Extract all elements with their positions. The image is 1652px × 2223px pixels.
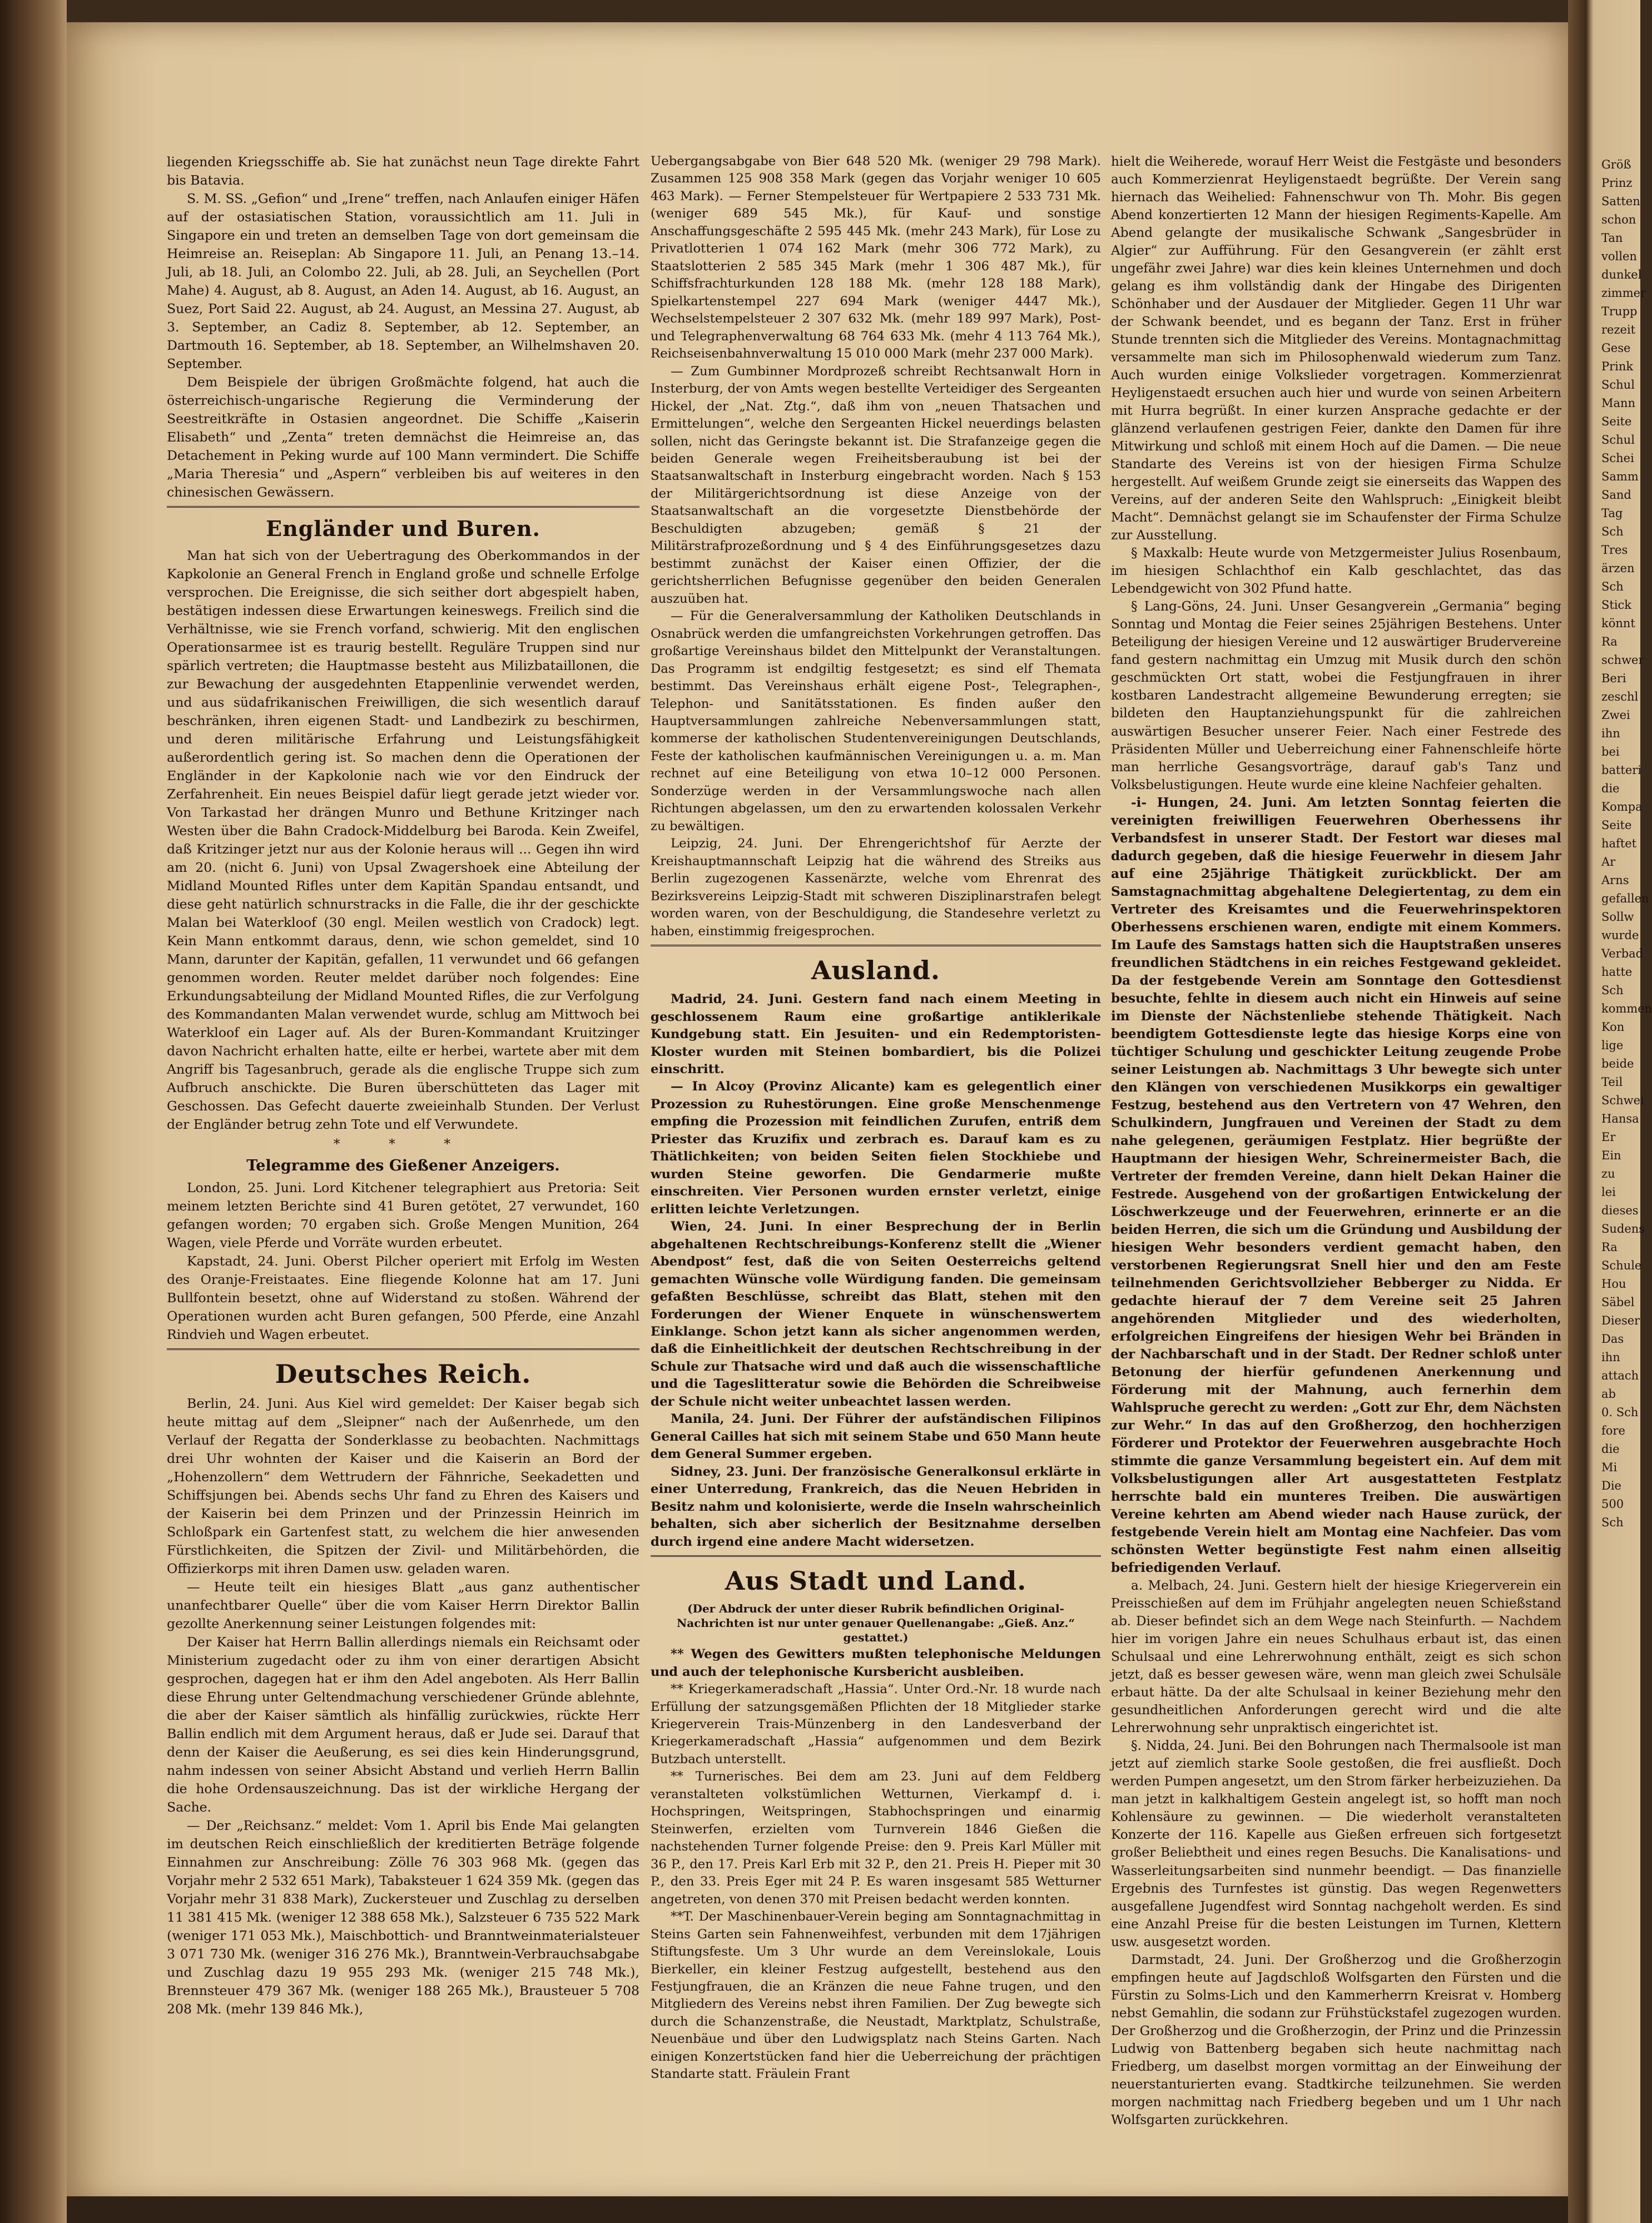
fragment-word: rezeit bbox=[1601, 323, 1636, 336]
paragraph: § Lang-Göns, 24. Juni. Unser Gesangverein „Germania“ beging Sonntag und Montag die Feier seines 25jährigen Bestehens. Unter Beteiligung der hiesigen Vereine und 12 auswärtiger Brudervereine fand gestern nachmittag ein Umzug mit Musik durch den schön geschmückten Ort statt, wobei die Festjungfrauen in ihrer kostbaren Landestracht allgemeine Bewunderung erregten; sie bildeten den Hauptanziehungspunkt für die zahlreichen auswärtigen Besucher unserer Feier. Nach einer Festrede des Präsidenten Müller und Ueberreichung einer Fahnenschleife hörte man herrliche Gesangsvorträge, darauf gab's Tanz und Volksbelustigungen. Heute wurde eine kleine Nachfeier gehalten. bbox=[1111, 599, 1561, 792]
fragment-word: Sch bbox=[1601, 1516, 1624, 1529]
fragment-word: Das bbox=[1601, 1332, 1624, 1346]
fragment-word: 0. Sch bbox=[1601, 1406, 1639, 1419]
fragment-word: dieses bbox=[1601, 1204, 1639, 1217]
fragment-word: Sand bbox=[1601, 488, 1631, 502]
divider bbox=[167, 1348, 639, 1352]
paragraph: Manila, 24. Juni. Der Führer der aufständischen Filipinos General Cailles hat sich mit seinem Stabe und 650 Mann heute dem General Summer ergeben. bbox=[651, 1412, 1101, 1462]
fragment-word: kommen bbox=[1601, 1002, 1652, 1015]
separator-stars: * * * bbox=[333, 1136, 473, 1152]
fragment-word: Stick bbox=[1601, 598, 1632, 612]
paragraph: ** Kriegerkameradschaft „Hassia“. Unter Ord.-Nr. 18 wurde nach Erfüllung der satzungsgemäßen Pflichten der 18 Mitglieder starke Kriegerverein Trais-Münzenberg in den Landesverband der Kriegerkameradschaft „Hassia“ aufgenommen und dem Bezirk Butzbach unterstellt. bbox=[651, 1682, 1101, 1767]
fragment-word: Tan bbox=[1601, 231, 1623, 245]
paragraph: -i- Hungen, 24. Juni. Am letzten Sonntag feierten die vereinigten freiwilligen Feuerwehren Oberhessens ihr Verbandsfest in unserer Stadt. Der Festort war dieses mal dadurch gegeben, daß die hiesige Feuerwehr in diesem Jahr auf eine 25jährige Thätigkeit zurückblickt. Der am Samstagnachmittag abgehaltene Delegiertentag, zu dem ein Vertreter des Kreisamtes und die Feuerwehrinspektoren Oberhessens erschienen waren, endigte mit einem Kommers. Im Laufe des Samstags hatten sich die Hauptstraßen unseres freundlichen Städtchens in ein reiches Festgewand gekleidet. Da der festgebende Verein am Sonntage den Gottesdienst besuchte, fehlte in diesem auch nicht ein Hinweis auf seine im Dienste der Nächstenliebe stehende Thätigkeit. Nach beendigtem Gottesdienste legte das hiesige Korps eine von tüchtiger Schulung und geschickter Leitung zeugende Probe seiner Leistungen ab. Nachmittags 3 Uhr bewegte sich unter den Klängen von verschiedenen Musikkorps ein gewaltiger Festzug, bestehend aus den Vertretern von 47 Wehren, den Schulkindern, Jungfrauen und Vereinen der Stadt zu dem nahe gelegenen, geräumigen Festplatz. Hier begrüßte der Hauptmann der hiesigen Wehr, Schreinermeister Bach, die Vertreter der fremden Vereine, dann hielt Dekan Hainer die Festrede. Ausgehend von der großartigen Entwickelung der Löschwerkzeuge und der Feuerwehren, erinnerte er an die beiden Herren, die sich um die Gründung und Ausbildung der hiesigen Wehr besonders verdient gemacht haben, den verstorbenen Regierungsrat Snell hier und den am Feste teilnehmenden Gerichtsvollzieher Bebberger zu Nidda. Er gedachte hierauf der 7 dem Vereine seit 25 Jahren angehörenden Mitglieder und des wiederholten, erfolgreichen Eingreifens der hiesigen Wehr bei Bränden in der Nachbarschaft und in der Stadt. Der Redner schloß unter Betonung der hierfür gefundenen Anerkennung und Förderung mit der Mahnung, auch fernerhin dem Wahlspruche gerecht zu werden: „Gott zur Ehr, dem Nächsten zur Wehr.“ In das auf den Großherzog, den hochherzigen Förderer und Protektor der Feuerwehren ausgebrachte Hoch stimmte die ganze Versammlung begeistert ein. Auf dem mit Volksbelustigungen aller Art ausgestatteten Festplatz herrschte bald ein munteres Treiben. Die auswärtigen Vereine kehrten am Abend wieder nach Hause zurück, der festgebende Verein hielt am Montag eine Nachfeier. Das vom schönsten Wetter begünstigte Fest nahm einen allseitig befriedigenden Verlauf. bbox=[1111, 795, 1561, 1576]
fragment-word: Größ bbox=[1601, 158, 1631, 171]
paragraph: Leipzig, 24. Juni. Der Ehrengerichtshof für Aerzte der Kreishauptmannschaft Leipzig hat die während des Streiks aus Berlin zugezogenen Kassenärzte, welche vom Ehrenrat des Bezirksvereins Leipzig-Stadt mit schweren Disziplinarstrafen belegt worden waren, von der Beschuldigung, die Standesehre verletzt zu haben, einstimmig freigesprochen. bbox=[651, 836, 1101, 939]
fragment-word: dunkel bbox=[1601, 268, 1642, 281]
fragment-word: gefallen bbox=[1601, 892, 1649, 905]
fragment-word: batteri bbox=[1601, 763, 1642, 777]
bottom-edge bbox=[67, 2196, 1568, 2223]
fragment-word: Schule bbox=[1601, 1259, 1642, 1272]
paragraph: — Zum Gumbinner Mordprozeß schreibt Rechtsanwalt Horn in Insterburg, der von Amts wegen bestellte Verteidiger des Sergeanten Hickel, der „Nat. Ztg.“, daß ihm von „neuen Thatsachen und Ermittelungen“, welche den Sergeanten Hickel neuerdings belasten sollen, nicht das Geringste bekannt ist. Die Strafanzeige gegen die beiden Generale wegen Freiheitsberaubung ist bei der Staatsanwaltschaft in Insterburg eingebracht worden. Nach § 153 der Militärgerichtsordnung ist diese Anzeige von der Staatsanwaltschaft an die vorgesetzte Dienstbehörde der Beschuldigten abzugeben; gemäß § 21 der Militärstrafprozeßordnung und § 4 des Einführungsgesetzes dazu bestimmt zunächst der Kaiser einen Offizier, der die gerichtsherrlichen Befugnisse gegenüber den beiden Generalen auszuüben hat. bbox=[651, 364, 1101, 606]
fragment-word: Seite bbox=[1601, 818, 1632, 832]
fragment-word: Zwei bbox=[1601, 708, 1630, 722]
divider bbox=[167, 506, 639, 510]
divider bbox=[651, 1555, 1101, 1559]
paragraph: S. M. SS. „Gefion“ und „Irene“ treffen, nach Anlaufen einiger Häfen auf der ostasiatischen Station, voraussichtlich am 11. Juli in Singapore ein und treten an demselben Tage von dort gemeinsam die Heimreise an. Reiseplan: Ab Singapore 11. Juli, an Penang 13.–14. Juli, ab 18. Juli, an Colombo 22. Juli, ab 28. Juli, an Seychellen (Port Mahe) 4. August, ab 8. August, an Aden 14. August, ab 16. August, an Suez, Port Said 22. August, ab 24. August, an Messina 27. August, ab 3. September, an Cadiz 8. September, ab 12. September, an Dartmouth 16. September, ab 18. September, an Wilhelmshaven 20. September. bbox=[167, 191, 639, 371]
fragment-word: lei bbox=[1601, 1185, 1616, 1199]
fragment-word: Säbel bbox=[1601, 1296, 1635, 1309]
fragment-word: zu bbox=[1601, 1167, 1615, 1180]
paragraph: §. Nidda, 24. Juni. Bei den Bohrungen nach Thermalsoole ist man jetzt auf ziemlich starke Soole gestoßen, die frei ausfließt. Doch werden Pumpen angesetzt, um den Strom färker herbeizuziehen. Da man jetzt in kalkhaltigem Gestein angelegt ist, so hofft man noch Kohlensäure zu gewinnen. — Die wiederholt veranstalteten Konzerte der 116. Kapelle aus Gießen erfreuen sich fortgesetzt großer Beliebtheit und eines regen Besuchs. Die Kanalisations- und Wasserleitungsarbeiten sind nunmehr beendigt. — Das finanzielle Ergebnis des Turnfestes ist günstig. Das wegen Regenwetters ausgefallene Jugendfest wird Sonntag nachgeholt werden. Es sind eine Anzahl Preise für die besten Leistungen im Turnen, Klettern usw. ausgesetzt worden. bbox=[1111, 1738, 1561, 1949]
paragraph: — Der „Reichsanz.“ meldet: Vom 1. April bis Ende Mai gelangten im deutschen Reich einschließlich der kreditierten Beträge folgende Einnahmen zur Anschreibung: Zölle 76 303 968 Mk. (gegen das Vorjahr mehr 2 532 651 Mark), Tabaksteuer 1 624 359 Mk. (gegen das Vorjahr mehr 31 838 Mark), Zuckersteuer und Zuschlag zu derselben 11 381 415 Mk. (weniger 12 388 658 Mk.), Salzsteuer 6 735 522 Mark (weniger 171 053 Mk.), Maischbottich- und Branntweinmaterialsteuer 3 071 730 Mk. (weniger 316 276 Mk.), Branntwein-Verbrauchsabgabe und Zuschlag dazu 19 955 293 Mk. (weniger 215 748 Mk.), Brennsteuer 479 367 Mk. (weniger 188 265 Mk.), Brausteuer 5 708 208 Mk. (mehr 139 846 Mk.), bbox=[167, 1818, 639, 2017]
fragment-word: lige bbox=[1601, 1039, 1624, 1052]
fragment-word: Die bbox=[1601, 1479, 1621, 1492]
fragment-word: zimmer bbox=[1601, 286, 1646, 300]
section-heading: Deutsches Reich. bbox=[275, 1359, 532, 1389]
paragraph: Darmstadt, 24. Juni. Der Großherzog und die Großherzogin empfingen heute auf Jagdschloß Wolfsgarten den Fürsten und die Fürstin zu Solms-Lich und den Kammerherrn Kreisrat v. Homberg nebst Gemahlin, die sodann zur Frühstückstafel zugezogen wurden. Der Großherzog und die Großherzogin, der Prinz und die Prinzessin Ludwig von Battenberg begaben sich heute nachmittag nach Friedberg, um daselbst morgen vormittag an der Einweihung der neuerstanturierten evang. Stadtkirche teilzunehmen. Sie werden morgen nachmittag nach Friedberg begeben und um 1 Uhr nach Wolfsgarten zurückkehren. bbox=[1111, 1952, 1561, 2127]
fragment-word: Sch bbox=[1601, 984, 1624, 997]
fragment-word: ihn bbox=[1601, 1351, 1620, 1364]
fragment-word: Samm bbox=[1601, 470, 1639, 483]
fragment-word: die bbox=[1601, 1442, 1620, 1456]
fragment-word: die bbox=[1601, 782, 1620, 795]
column-1 bbox=[167, 153, 639, 2018]
fragment-word: Teil bbox=[1601, 1075, 1623, 1089]
column-2 bbox=[651, 153, 1101, 2083]
fragment-word: Prink bbox=[1601, 360, 1634, 373]
fragment-word: fore bbox=[1601, 1424, 1625, 1437]
fragment-word: ab bbox=[1601, 1387, 1616, 1401]
fragment-word: Sollw bbox=[1601, 910, 1634, 924]
fragment-word: Seite bbox=[1601, 415, 1632, 428]
fragment-word: Verbad bbox=[1601, 947, 1644, 960]
paragraph: London, 25. Juni. Lord Kitchener telegraphiert aus Pretoria: Seit meinem letzten Berichte sind 41 Buren getötet, 27 verwundet, 160 gefangen worden; 70 ergaben sich. Große Mengen Munition, 264 Wagen, viele Pferde und Vorräte wurden erbeutet. bbox=[167, 1180, 639, 1251]
fragment-word: Kon bbox=[1601, 1020, 1625, 1034]
fragment-word: Ra bbox=[1601, 635, 1618, 648]
fragment-word: zeschl bbox=[1601, 690, 1639, 703]
fragment-word: Sudens bbox=[1601, 1222, 1645, 1235]
fragment-word: Beri bbox=[1601, 672, 1626, 685]
fragment-word: Schul bbox=[1601, 433, 1635, 446]
fragment-word: Ar bbox=[1601, 855, 1616, 869]
fragment-word: Ra bbox=[1601, 1240, 1618, 1254]
fragment-word: Tag bbox=[1601, 507, 1623, 520]
fragment-word: schwer bbox=[1601, 653, 1644, 667]
fragment-word: haftet bbox=[1601, 837, 1637, 850]
fragment-word: Tres bbox=[1601, 543, 1628, 557]
subsection-heading: Telegramme des Gießener Anzeigers. bbox=[246, 1157, 560, 1174]
fragment-word: Trupp bbox=[1601, 305, 1638, 318]
fragment-word: Prinz bbox=[1601, 176, 1633, 190]
fragment-word: Sch bbox=[1601, 580, 1624, 593]
paragraph: ** Wegen des Gewitters mußten telephonische Meldungen und auch der telephonische Kursbericht ausbleiben. bbox=[651, 1647, 1101, 1679]
fragment-word: Hansa bbox=[1601, 1112, 1639, 1125]
fragment-word: Kompa bbox=[1601, 800, 1643, 813]
paragraph: liegenden Kriegsschiffe ab. Sie hat zunächst neun Tage direkte Fahrt bis Batavia. bbox=[167, 154, 639, 188]
divider bbox=[651, 945, 1101, 949]
fragment-word: 500 bbox=[1601, 1497, 1624, 1511]
book-spine bbox=[0, 0, 67, 2223]
fragment-word: Er bbox=[1601, 1130, 1616, 1144]
paragraph: Uebergangsabgabe von Bier 648 520 Mk. (weniger 29 798 Mark). Zusammen 125 908 358 Mark (gegen das Vorjahr weniger 10 605 463 Mark). — Ferner Stempelsteuer für Wertpapiere 2 533 731 Mk. (weniger 689 545 Mk.), für Kauf- und sonstige Anschaffungsgeschäfte 2 595 445 Mk. (mehr 243 Mark), für Lose zu Privatlotterien 1 074 162 Mark (mehr 306 772 Mark), zu Staatslotterien 2 585 345 Mark (mehr 1 306 487 Mk.), für Schiffsfrachturkunden 128 188 Mk. (mehr 128 188 Mark), Spielkartenstempel 227 694 Mark (weniger 4447 Mk.), Wechselstempelsteuer 2 307 632 Mk. (mehr 189 997 Mark), Post- und Telegraphenverwaltung 68 764 633 Mk. (mehr 4 113 764 Mk.), Reichseisenbahnverwaltung 15 010 000 Mark (mehr 237 000 Mark). bbox=[651, 154, 1101, 361]
fragment-word: Ein bbox=[1601, 1149, 1621, 1162]
paragraph: § Maxkalb: Heute wurde von Metzgermeister Julius Rosenbaum, im hiesigen Schlachthof ein Kalb geschlachtet, das das Lebendgewicht von 302 Pfund hatte. bbox=[1111, 545, 1561, 597]
fragment-word: könnt bbox=[1601, 617, 1635, 630]
fragment-word: Hou bbox=[1601, 1277, 1626, 1291]
column-3 bbox=[1111, 153, 1561, 2129]
paragraph: a. Melbach, 24. Juni. Gestern hielt der hiesige Kriegerverein ein Preisschießen auf dem im Frühjahr angelegten neuen Schießstand ab. Dieser befindet sich an dem Wege nach Steinfurth. — Nachdem hier im vorigen Jahre ein neues Schulhaus erbaut ist, das einen Schulsaal und eine Lehrerwohnung enthält, zeigt es sich schon jetzt, daß es besser gewesen wäre, wenn man gleich zwei Schulsäle erbaut hätte. Da der alte Schulsaal in keiner Beziehung mehr den gesundheitlichen Anforderungen gerecht wird und die alte Lehrerwohnung sehr unpraktisch eingerichtet ist. bbox=[1111, 1578, 1561, 1736]
fragment-word: Mi bbox=[1601, 1461, 1618, 1474]
paragraph: **T. Der Maschinenbauer-Verein beging am Sonntagnachmittag in Steins Garten sein Fahnenweihfest, verbunden mit dem 17jährigen Stiftungsfeste. Um 3 Uhr wurde an dem Vereinslokale, Louis Bierkeller, ein kleiner Festzug aufgestellt, bestehend aus den Festjungfrauen, die an Kränzen die neue Fahne trugen, und den Mitgliedern des Vereins nebst ihren Familien. Der Zug bewegte sich durch die Schanzenstraße, die Neustadt, Marktplatz, Schulstraße, Neuenbäue und über den Ludwigsplatz nach Steins Garten. Nach einigen Konzertstücken fand hier die Ueberreichung der prächtigen Standarte statt. Fräulein Frant bbox=[651, 1909, 1101, 2082]
fragment-word: ihn bbox=[1601, 727, 1620, 740]
paragraph: Man hat sich von der Uebertragung des Oberkommandos in der Kapkolonie an General French in England große und schnelle Erfolge versprochen. Die Ereignisse, die sich seither dort abgespielt haben, bestätigen indessen diese Erwartungen keineswegs. Freilich sind die Verhältnisse, wie sie French vorfand, schwierig. Mit den englischen Operationsarmee ist es traurig bestellt. Reguläre Truppen sind nur spärlich vertreten; die Hauptmasse besteht aus Milizbataillonen, die zur Bewachung der ausgedehnten Etappenlinie verwendet werden, und aus südafrikanischen Freiwilligen, die sich wesentlich darauf beschränken, ihren eigenen Stadt- und Landbezirk zu beschirmen, und deren militärische Erfahrung und Leistungsfähigkeit außerordentlich gering ist. So machen denn die Operationen der Engländer in der Kapkolonie nach wie vor den Eindruck der Zerfahrenheit. Ein neues Beispiel dafür liegt gerade jetzt wieder vor. Von Tarkastad her drängen Munro und Bethune Kritzinger nach Westen über die Bahn Cradock-Middelburg bei Baroda. Kein Zweifel, daß Kritzinger jetzt nur aus der Kolonie heraus will ... Gegen ihn wird am 20. (nicht 6. Juni) von Upsal Zwagershoek eine Abteilung der Midland Mounted Rifles unter dem Kapitän Spandau entsandt, und diese geht natürlich schnurstracks in die Falle, die ihr der geschickte Malan bei Waterkloof (30 engl. Meilen westlich von Cradock) legt. Kein Mann entkommt daraus, denn, wie schon gemeldet, sind 10 Mann, darunter der Kapitän, gefallen, 11 verwundet und 66 gefangen genommen worden. Reuter meldet darüber noch folgendes: Eine Erkundungsabteilung der Midland Mounted Rifles, die zur Verfolgung des Kommandanten Malan verwendet wurde, schlug am Mittwoch bei Waterkloof ein Lager auf. Als der Buren-Kommandant Kruitzinger davon Nachricht erhalten hatte, eilte er herbei, wartete aber mit dem Angriff bis Tagesanbruch, gerade als die englische Truppe sich zum Aufbruch anschickte. Die Buren überschütteten das Lager mit Geschossen. Das Gefecht dauerte zweieinhalb Stunden. Der Verlust der Engländer betrug zehn Tote und elf Verwundete. bbox=[167, 548, 639, 1132]
fragment-word: Schwei bbox=[1601, 1094, 1644, 1107]
paragraph: Der Kaiser hat Herrn Ballin allerdings niemals ein Reichsamt oder Ministerium zugedacht oder zu ihm von einer derartigen Absicht gesprochen, dagegen hat er ihm den Adel angeboten. Als Herr Ballin diese Ehrung unter Geltendmachung verschiedener Gründe ablehnte, die aber der Kaiser sämtlich als hinfällig zurückwies, rückte Herr Ballin endlich mit dem Argument heraus, daß er Jude sei. Darauf that denn der Kaiser die Aeußerung, es sei dies kein Hinderungsgrund, nahm indessen von seiner Absicht Abstand und verlieh Herrn Ballin die hohe Ordensauszeichnung. Das ist der wirkliche Hergang der Sache. bbox=[167, 1634, 639, 1815]
section-heading: Engländer und Buren. bbox=[266, 516, 540, 541]
paragraph: Wien, 24. Juni. In einer Besprechung der in Berlin abgehaltenen Rechtschreibungs-Konferenz stellt die „Wiener Abendpost“ fest, daß die von Seiten Oesterreichs geltend gemachten Wünsche volle Würdigung fanden. Die gemeinsam gefaßten Beschlüsse, schreibt das Blatt, stehen mit den Forderungen der Wiener Enquete in wünschenswertem Einklange. Schon jetzt kann als sicher angenommen werden, daß die Einheitlichkeit der deutschen Rechtschreibung in der Schule zur Thatsache wird und daß auch die wissenschaftliche und die Tageslitteratur sowie die Behörden die Schreibweise der Schule nicht weiter unbeachtet lassen werden. bbox=[651, 1219, 1101, 1409]
paragraph: Sidney, 23. Juni. Der französische Generalkonsul erklärte in einer Unterredung, Frankreich, das die Neuen Hebriden in Besitz nahm und kolonisierte, werde die Inseln wahrscheinlich behalten, sich aber sicherlich der Besitznahme derselben durch irgend eine andere Macht widersetzen. bbox=[651, 1464, 1101, 1549]
fragment-word: vollen bbox=[1601, 250, 1637, 263]
fragment-word: attach bbox=[1601, 1369, 1639, 1382]
next-page-fragments bbox=[1601, 156, 1652, 1532]
paragraph: Madrid, 24. Juni. Gestern fand nach einem Meeting in geschlossenem Raum eine großartige antiklerikale Kundgebung statt. Ein Jesuiten- und ein Redemptoristen-Kloster wurden mit Steinen bombardiert, bis die Polizei einschritt. bbox=[651, 992, 1101, 1076]
rubric-note: (Der Abdruck der unter dieser Rubrik befindlichen Original-Nachrichten ist nur unter genauer Quellenangabe: „Gieß. Anz.“ gestattet.) bbox=[677, 1602, 1075, 1645]
paragraph: ** Turnerisches. Bei dem am 23. Juni auf dem Feldberg veranstalteten volkstümlichen Wetturnen, Vierkampf d. i. Hochspringen, Weitspringen, Stabhochspringen und einarmig Steinwerfen, erzielten vom Turnverein 1846 Gießen die nachstehenden Turner folgende Preise: den 9. Preis Karl Müller mit 36 P., den 17. Preis Karl Erb mit 32 P., den 21. Preis H. Pieper mit 30 P., den 33. Preis Eger mit 24 P. Es waren insgesamt 585 Wetturner angetreten, von denen 370 mit Preisen bedacht werden konnten. bbox=[651, 1769, 1101, 1907]
fragment-word: Arns bbox=[1601, 874, 1629, 887]
paragraph: Dem Beispiele der übrigen Großmächte folgend, hat auch die österreichisch-ungarische Regierung die Verminderung der Seestreitkräfte in Ostasien angeordnet. Die Schiffe „Kaiserin Elisabeth“ und „Zenta“ treten demnächst die Heimreise an, das Detachement in Peking wurde auf 100 Mann vermindert. Die Schiffe „Maria Theresia“ und „Aspern“ verbleiben bis auf weiteres in den chinesischen Gewässern. bbox=[167, 374, 639, 500]
fragment-word: Schul bbox=[1601, 378, 1635, 391]
fragment-word: schon bbox=[1601, 213, 1636, 226]
paragraph: — Für die Generalversammlung der Katholiken Deutschlands in Osnabrück werden die umfangreichsten Vorkehrungen getroffen. Das großartige Vereinshaus bildet den Mittelpunkt der Veranstaltungen. Das Programm ist endgiltig festgesetzt; es sind elf Themata bestimmt. Das Vereinshaus erhält eigene Post-, Telegraphen-, Telephon- und Sanitätsstationen. Es finden außer den Hauptversammlungen zahlreiche Nebenversammlungen statt, kommerse der katholischen Studentenvereinigungen Deutschlands, Feste der katholischen kaufmännischen Vereinigungen u. a. m. Man rechnet auf eine Beteiligung von etwa 10–12 000 Personen. Sonderzüge werden in der Versammlungswoche nach allen Richtungen abgelassen, um den zu erwartenden kolossalen Verkehr zu bewältigen. bbox=[651, 609, 1101, 833]
paragraph: Berlin, 24. Juni. Aus Kiel wird gemeldet: Der Kaiser begab sich heute mittag auf dem „Sleipner“ nach der Außenrhede, um den Verlauf der Regatta der Sonderklasse zu beobachten. Nachmittags drei Uhr wohnten der Kaiser und die Kaiserin an Bord der „Hohenzollern“ dem Wettrudern der Fähnriche, Seekadetten und Schiffsjungen bei. Abends sechs Uhr fand zu Ehren des Kaisers und der Kaiserin bei dem Prinzen und der Prinzessin Heinrich im Schloßpark ein Gartenfest statt, zu welchem die hier anwesenden Fürstlichkeiten, die Spitzen der Zivil- und Militärbehörden, die Offizierkorps mit ihren Damen usw. geladen waren. bbox=[167, 1396, 639, 1576]
section-heading: Ausland. bbox=[811, 955, 940, 986]
fragment-word: hatte bbox=[1601, 965, 1633, 979]
fragment-word: Dieser bbox=[1601, 1314, 1640, 1327]
paragraph: hielt die Weiherede, worauf Herr Weist die Festgäste und besonders auch Kommerzienrat Heyligenstaedt begrüßte. Der Verein sang hiernach das Weihelied: Fahnenschwur von Th. Mohr. Bis gegen Abend konzertierten 12 Mann der hiesigen Regiments-Kapelle. Am Abend gelangte der musikalische Schwank „Sangesbrüder in Algier“ zur Aufführung. Für den Gesangverein (er zählt erst ungefähr zwei Jahre) war dies kein kleines Unternehmen und doch gelang es ihm vollständig dank der Hingabe des Dirigenten Schönhaber und der Ausdauer der Mitglieder. Gegen 11 Uhr war der Schwank beendet, und es begann der Tanz. Erst in früher Stunde trennten sich die Mitglieder des Vereins. Montagnachmittag versammelte man sich im Philosophenwald wiederum zum Tanz. Auch wurden einige Volkslieder vorgetragen. Kommerzienrat Heyligenstaedt ersuchen auch hier und wurde von seinen Arbeitern mit Hurra begrüßt. In einer kurzen Ansprache gedachte er der glänzend verlaufenen gestrigen Feier, dankte den Damen für ihre Mitwirkung und schloß mit einem Hoch auf die Damen. — Die neue Standarte des Vereins ist von der hiesigen Firma Schulze hergestellt. Auf weißem Grunde zeigt sie einerseits das Wappen des Vereins, auf der anderen Seite den Wahlspruch: „Einigkeit bleibt Macht“. Demnächst gelangt sie im Schaufenster der Firma Schulze zur Ausstellung. bbox=[1111, 154, 1561, 543]
paragraph: — Heute teilt ein hiesiges Blatt „aus ganz authentischer unanfechtbarer Quelle“ über die vom Kaiser Herrn Direktor Ballin gezollte Anerkennung seiner Leistungen folgendes mit: bbox=[167, 1579, 639, 1631]
paragraph: Kapstadt, 24. Juni. Oberst Pilcher operiert mit Erfolg im Westen des Oranje-Freistaates. Eine fliegende Kolonne hat am 17. Juni Bullfontein besetzt, ohne auf Widerstand zu stoßen. Während der Operationen wurden acht Buren gefangen, 500 Pferde, eine Anzahl Rindvieh und Wagen erbeutet. bbox=[167, 1253, 639, 1342]
fragment-word: bei bbox=[1601, 745, 1620, 758]
fragment-word: ärzen bbox=[1601, 562, 1635, 575]
paragraph: — In Alcoy (Provinz Alicante) kam es gelegentlich einer Prozession zu Ruhestörungen. Eine große Menschenmenge empfing die Prozession mit feindlichen Zurufen, entriß dem Priester das Kruzifix und zerbrach es. Darauf kam es zu Thätlichkeiten; von beiden Seiten fielen Stockhiebe und wurden Steine geworfen. Die Gendarmerie mußte einschreiten. Vier Personen wurden ernster verletzt, einige erlitten leichte Verletzungen. bbox=[651, 1079, 1101, 1217]
section-heading: Aus Stadt und Land. bbox=[725, 1566, 1027, 1596]
fragment-word: Sch bbox=[1601, 525, 1624, 538]
fragment-word: Gese bbox=[1601, 341, 1631, 355]
fragment-word: Schei bbox=[1601, 451, 1634, 465]
fragment-word: Mann bbox=[1601, 396, 1636, 410]
fragment-word: Satten bbox=[1601, 195, 1640, 208]
fragment-word: wurde bbox=[1601, 929, 1639, 942]
fragment-word: beide bbox=[1601, 1057, 1634, 1070]
